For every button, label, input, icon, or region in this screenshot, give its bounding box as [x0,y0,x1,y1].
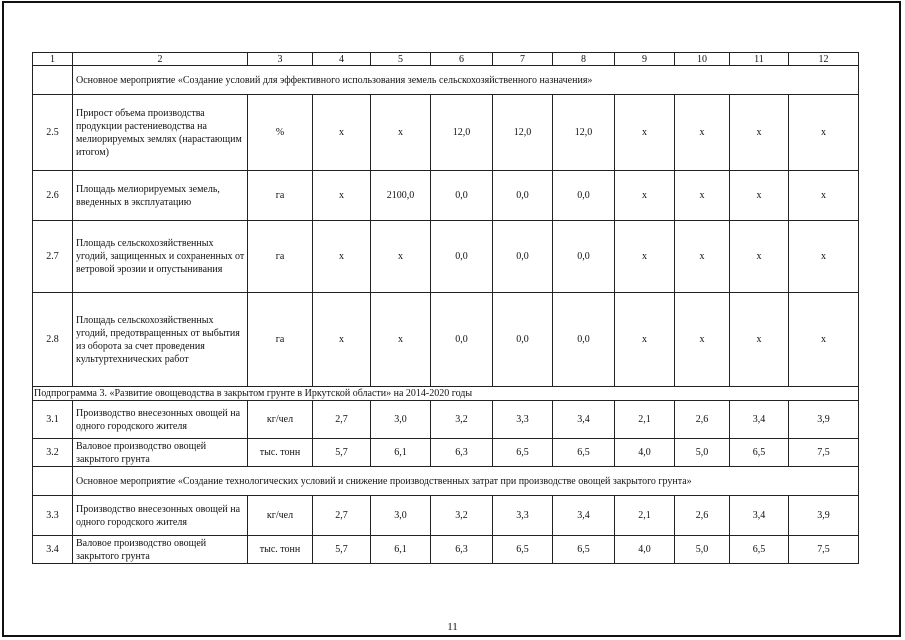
table-row [33,439,859,467]
value-cell: x [313,293,371,387]
value-cell: x [675,293,730,387]
header-cell: 6 [431,53,493,66]
value-cell: x [675,221,730,293]
value-cell: 0,0 [553,293,615,387]
indicator-name: Валовое производство овощей закрытого грунта [73,439,248,467]
value-cell: 2,7 [313,496,371,536]
value-cell: 3,9 [789,401,859,439]
indicator-name: Производство внесезонных овощей на одного городского жителя [73,496,248,536]
value-cell: 3,0 [371,496,431,536]
value-cell: 4,0 [615,439,675,467]
value-cell: 0,0 [493,293,553,387]
page-number: 11 [447,621,458,633]
value-cell: 12,0 [553,95,615,171]
table-row [33,401,859,439]
value-cell: 6,3 [431,439,493,467]
value-cell: 7,5 [789,536,859,564]
value-cell: 2,1 [615,496,675,536]
value-cell: 6,5 [553,439,615,467]
value-cell: x [730,293,789,387]
indicator-name: Прирост объема производства продукции растениеводства на мелиорируемых землях (нарастающим итогом) [73,95,248,171]
row-number: 3.1 [33,401,73,439]
table-row [33,496,859,536]
value-cell: 0,0 [553,171,615,221]
value-cell: 2,1 [615,401,675,439]
activity-number-cell [33,66,73,95]
value-cell: 12,0 [493,95,553,171]
value-cell: 3,2 [431,496,493,536]
value-cell: 3,4 [730,401,789,439]
table-row [33,293,859,387]
indicator-name: Площадь мелиорируемых земель, введенных в эксплуатацию [73,171,248,221]
row-number: 3.3 [33,496,73,536]
value-cell: x [371,293,431,387]
header-cell: 10 [675,53,730,66]
header-cell: 12 [789,53,859,66]
value-cell: x [615,171,675,221]
value-cell: x [789,293,859,387]
value-cell: 0,0 [431,171,493,221]
value-cell: 0,0 [493,171,553,221]
unit: га [248,171,313,221]
row-number: 2.5 [33,95,73,171]
row-number: 2.7 [33,221,73,293]
value-cell: 6,5 [730,439,789,467]
header-row [33,53,859,66]
value-cell: 2,6 [675,496,730,536]
value-cell: 6,3 [431,536,493,564]
row-number: 3.2 [33,439,73,467]
value-cell: x [730,95,789,171]
value-cell: 6,5 [553,536,615,564]
value-cell: 3,4 [553,496,615,536]
value-cell: 4,0 [615,536,675,564]
value-cell: x [371,221,431,293]
value-cell: 2,6 [675,401,730,439]
value-cell: x [313,221,371,293]
value-cell: x [615,221,675,293]
value-cell: 5,0 [675,439,730,467]
value-cell: x [313,95,371,171]
unit: % [248,95,313,171]
activity-row [33,66,859,95]
value-cell: 7,5 [789,439,859,467]
value-cell: x [789,221,859,293]
unit: тыс. тонн [248,536,313,564]
unit: тыс. тонн [248,439,313,467]
header-cell: 1 [33,53,73,66]
header-cell: 9 [615,53,675,66]
activity-number-cell [33,467,73,496]
unit: га [248,293,313,387]
indicator-table [32,52,859,564]
row-number: 3.4 [33,536,73,564]
value-cell: x [371,95,431,171]
value-cell: 6,1 [371,439,431,467]
header-cell: 7 [493,53,553,66]
value-cell: 3,0 [371,401,431,439]
value-cell: 3,4 [553,401,615,439]
value-cell: x [730,221,789,293]
indicator-name: Площадь сельскохозяйственных угодий, защищенных и сохраненных от ветровой эрозии и опустынивания [73,221,248,293]
indicator-name: Площадь сельскохозяйственных угодий, предотвращенных от выбытия из оборота за счет проведения культуртехнических работ [73,293,248,387]
activity-title: Основное мероприятие «Создание условий для эффективного использования земель сельскохозяйственного назначения» [73,66,859,95]
header-cell: 2 [73,53,248,66]
value-cell: 6,5 [493,439,553,467]
activity-row [33,467,859,496]
value-cell: x [675,95,730,171]
table-row [33,221,859,293]
row-number: 2.8 [33,293,73,387]
value-cell: 5,0 [675,536,730,564]
value-cell: 0,0 [493,221,553,293]
value-cell: 6,1 [371,536,431,564]
value-cell: 3,3 [493,401,553,439]
value-cell: 12,0 [431,95,493,171]
value-cell: x [789,95,859,171]
value-cell: 2,7 [313,401,371,439]
header-cell: 11 [730,53,789,66]
header-cell: 4 [313,53,371,66]
value-cell: 5,7 [313,439,371,467]
value-cell: 0,0 [431,293,493,387]
value-cell: x [789,171,859,221]
value-cell: 6,5 [493,536,553,564]
value-cell: x [615,293,675,387]
value-cell: 0,0 [431,221,493,293]
header-cell: 3 [248,53,313,66]
value-cell: 5,7 [313,536,371,564]
subprogram-row [33,387,859,401]
value-cell: 6,5 [730,536,789,564]
value-cell: 3,4 [730,496,789,536]
table-row [33,95,859,171]
value-cell: 2100,0 [371,171,431,221]
value-cell: x [675,171,730,221]
table-body [33,66,859,564]
value-cell: 3,3 [493,496,553,536]
header-cell: 5 [371,53,431,66]
indicator-name: Валовое производство овощей закрытого грунта [73,536,248,564]
unit: га [248,221,313,293]
unit: кг/чел [248,401,313,439]
subprogram-title: Подпрограмма 3. «Развитие овощеводства в закрытом грунте в Иркутской области» на 2014-2020 годы [33,387,859,401]
value-cell: 3,2 [431,401,493,439]
table-row [33,536,859,564]
value-cell: x [615,95,675,171]
unit: кг/чел [248,496,313,536]
value-cell: 3,9 [789,496,859,536]
activity-title: Основное мероприятие «Создание технологических условий и снижение производственных затрат при производстве овощей закрытого грунта» [73,467,859,496]
value-cell: 0,0 [553,221,615,293]
value-cell: x [313,171,371,221]
header-cell: 8 [553,53,615,66]
indicator-name: Производство внесезонных овощей на одного городского жителя [73,401,248,439]
row-number: 2.6 [33,171,73,221]
value-cell: x [730,171,789,221]
table-row [33,171,859,221]
